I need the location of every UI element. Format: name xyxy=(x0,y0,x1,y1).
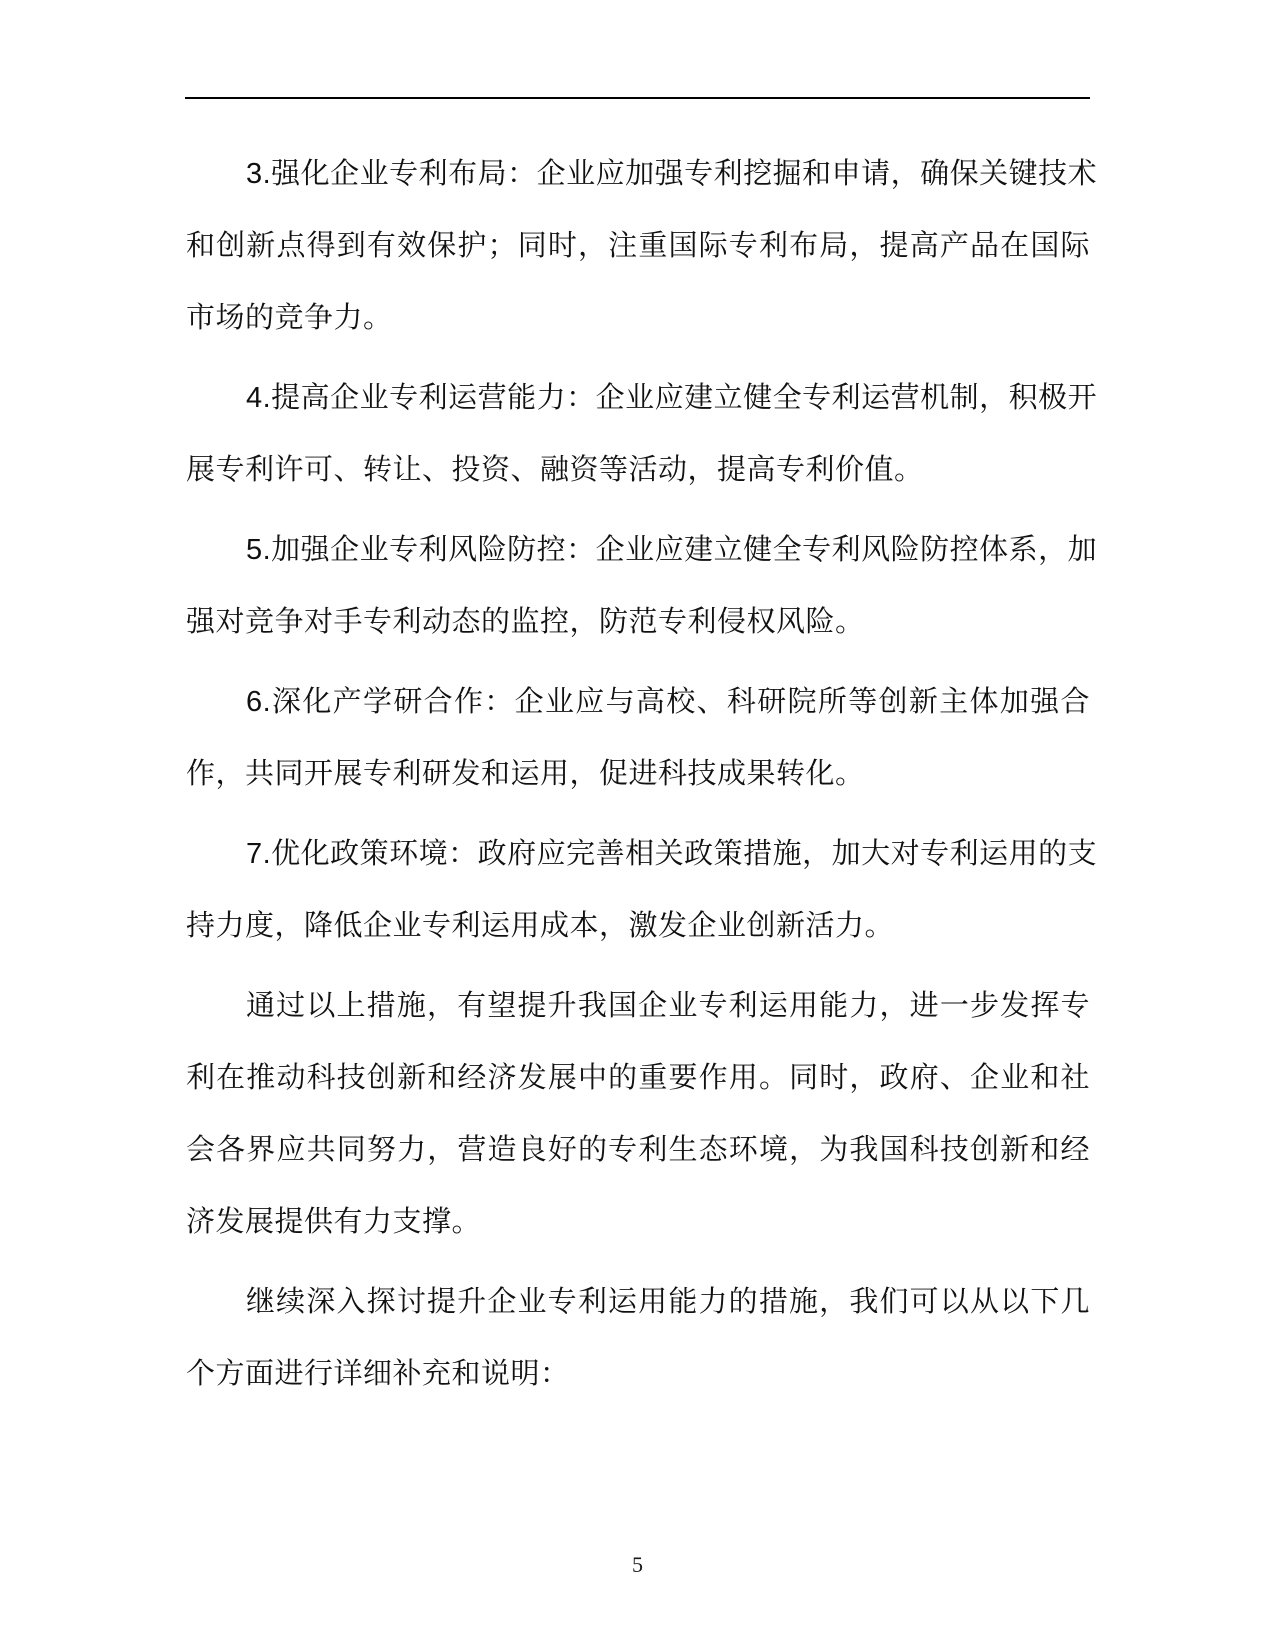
text-line: 3.强化企业专利布局：企业应加强专利挖掘和申请，确保关键技术 xyxy=(246,158,1098,190)
paragraph xyxy=(186,666,1090,810)
text-line: 7.优化政策环境：政府应完善相关政策措施，加大对专利运用的支 xyxy=(246,838,1098,870)
text-line: 通过以上措施，有望提升我国企业专利运用能力，进一步发挥专 xyxy=(246,990,1090,1022)
text-line: 4.提高企业专利运营能力：企业应建立健全专利运营机制，积极开 xyxy=(246,382,1098,414)
paragraph xyxy=(186,138,1098,354)
text-line: 济发展提供有力支撑。 xyxy=(186,1206,482,1238)
text-line: 利在推动科技创新和经济发展中的重要作用。同时，政府、企业和社 xyxy=(186,1062,1090,1094)
text-line: 持力度，降低企业专利运用成本，激发企业创新活力。 xyxy=(186,910,895,942)
text-line: 强对竞争对手专利动态的监控，防范专利侵权风险。 xyxy=(186,606,865,638)
paragraph xyxy=(186,1266,1090,1410)
document-body xyxy=(186,138,1098,1418)
text-line: 个方面进行详细补充和说明： xyxy=(186,1358,570,1390)
text-line: 作，共同开展专利研发和运用，促进科技成果转化。 xyxy=(186,758,865,790)
text-line: 展专利许可、转让、投资、融资等活动，提高专利价值。 xyxy=(186,454,924,486)
paragraph xyxy=(186,818,1098,962)
text-line: 继续深入探讨提升企业专利运用能力的措施，我们可以从以下几 xyxy=(246,1286,1090,1318)
paragraph xyxy=(186,514,1098,658)
page-number: 5 xyxy=(632,1552,643,1577)
text-line: 会各界应共同努力，营造良好的专利生态环境，为我国科技创新和经 xyxy=(186,1134,1090,1166)
text-line: 和创新点得到有效保护；同时，注重国际专利布局，提高产品在国际 xyxy=(186,230,1090,262)
header-rule xyxy=(185,97,1090,99)
text-line: 6.深化产学研合作：企业应与高校、科研院所等创新主体加强合 xyxy=(246,686,1090,718)
text-line: 5.加强企业专利风险防控：企业应建立健全专利风险防控体系，加 xyxy=(246,534,1098,566)
paragraph xyxy=(186,362,1098,506)
paragraph xyxy=(186,970,1090,1258)
text-line: 市场的竞争力。 xyxy=(186,302,393,334)
